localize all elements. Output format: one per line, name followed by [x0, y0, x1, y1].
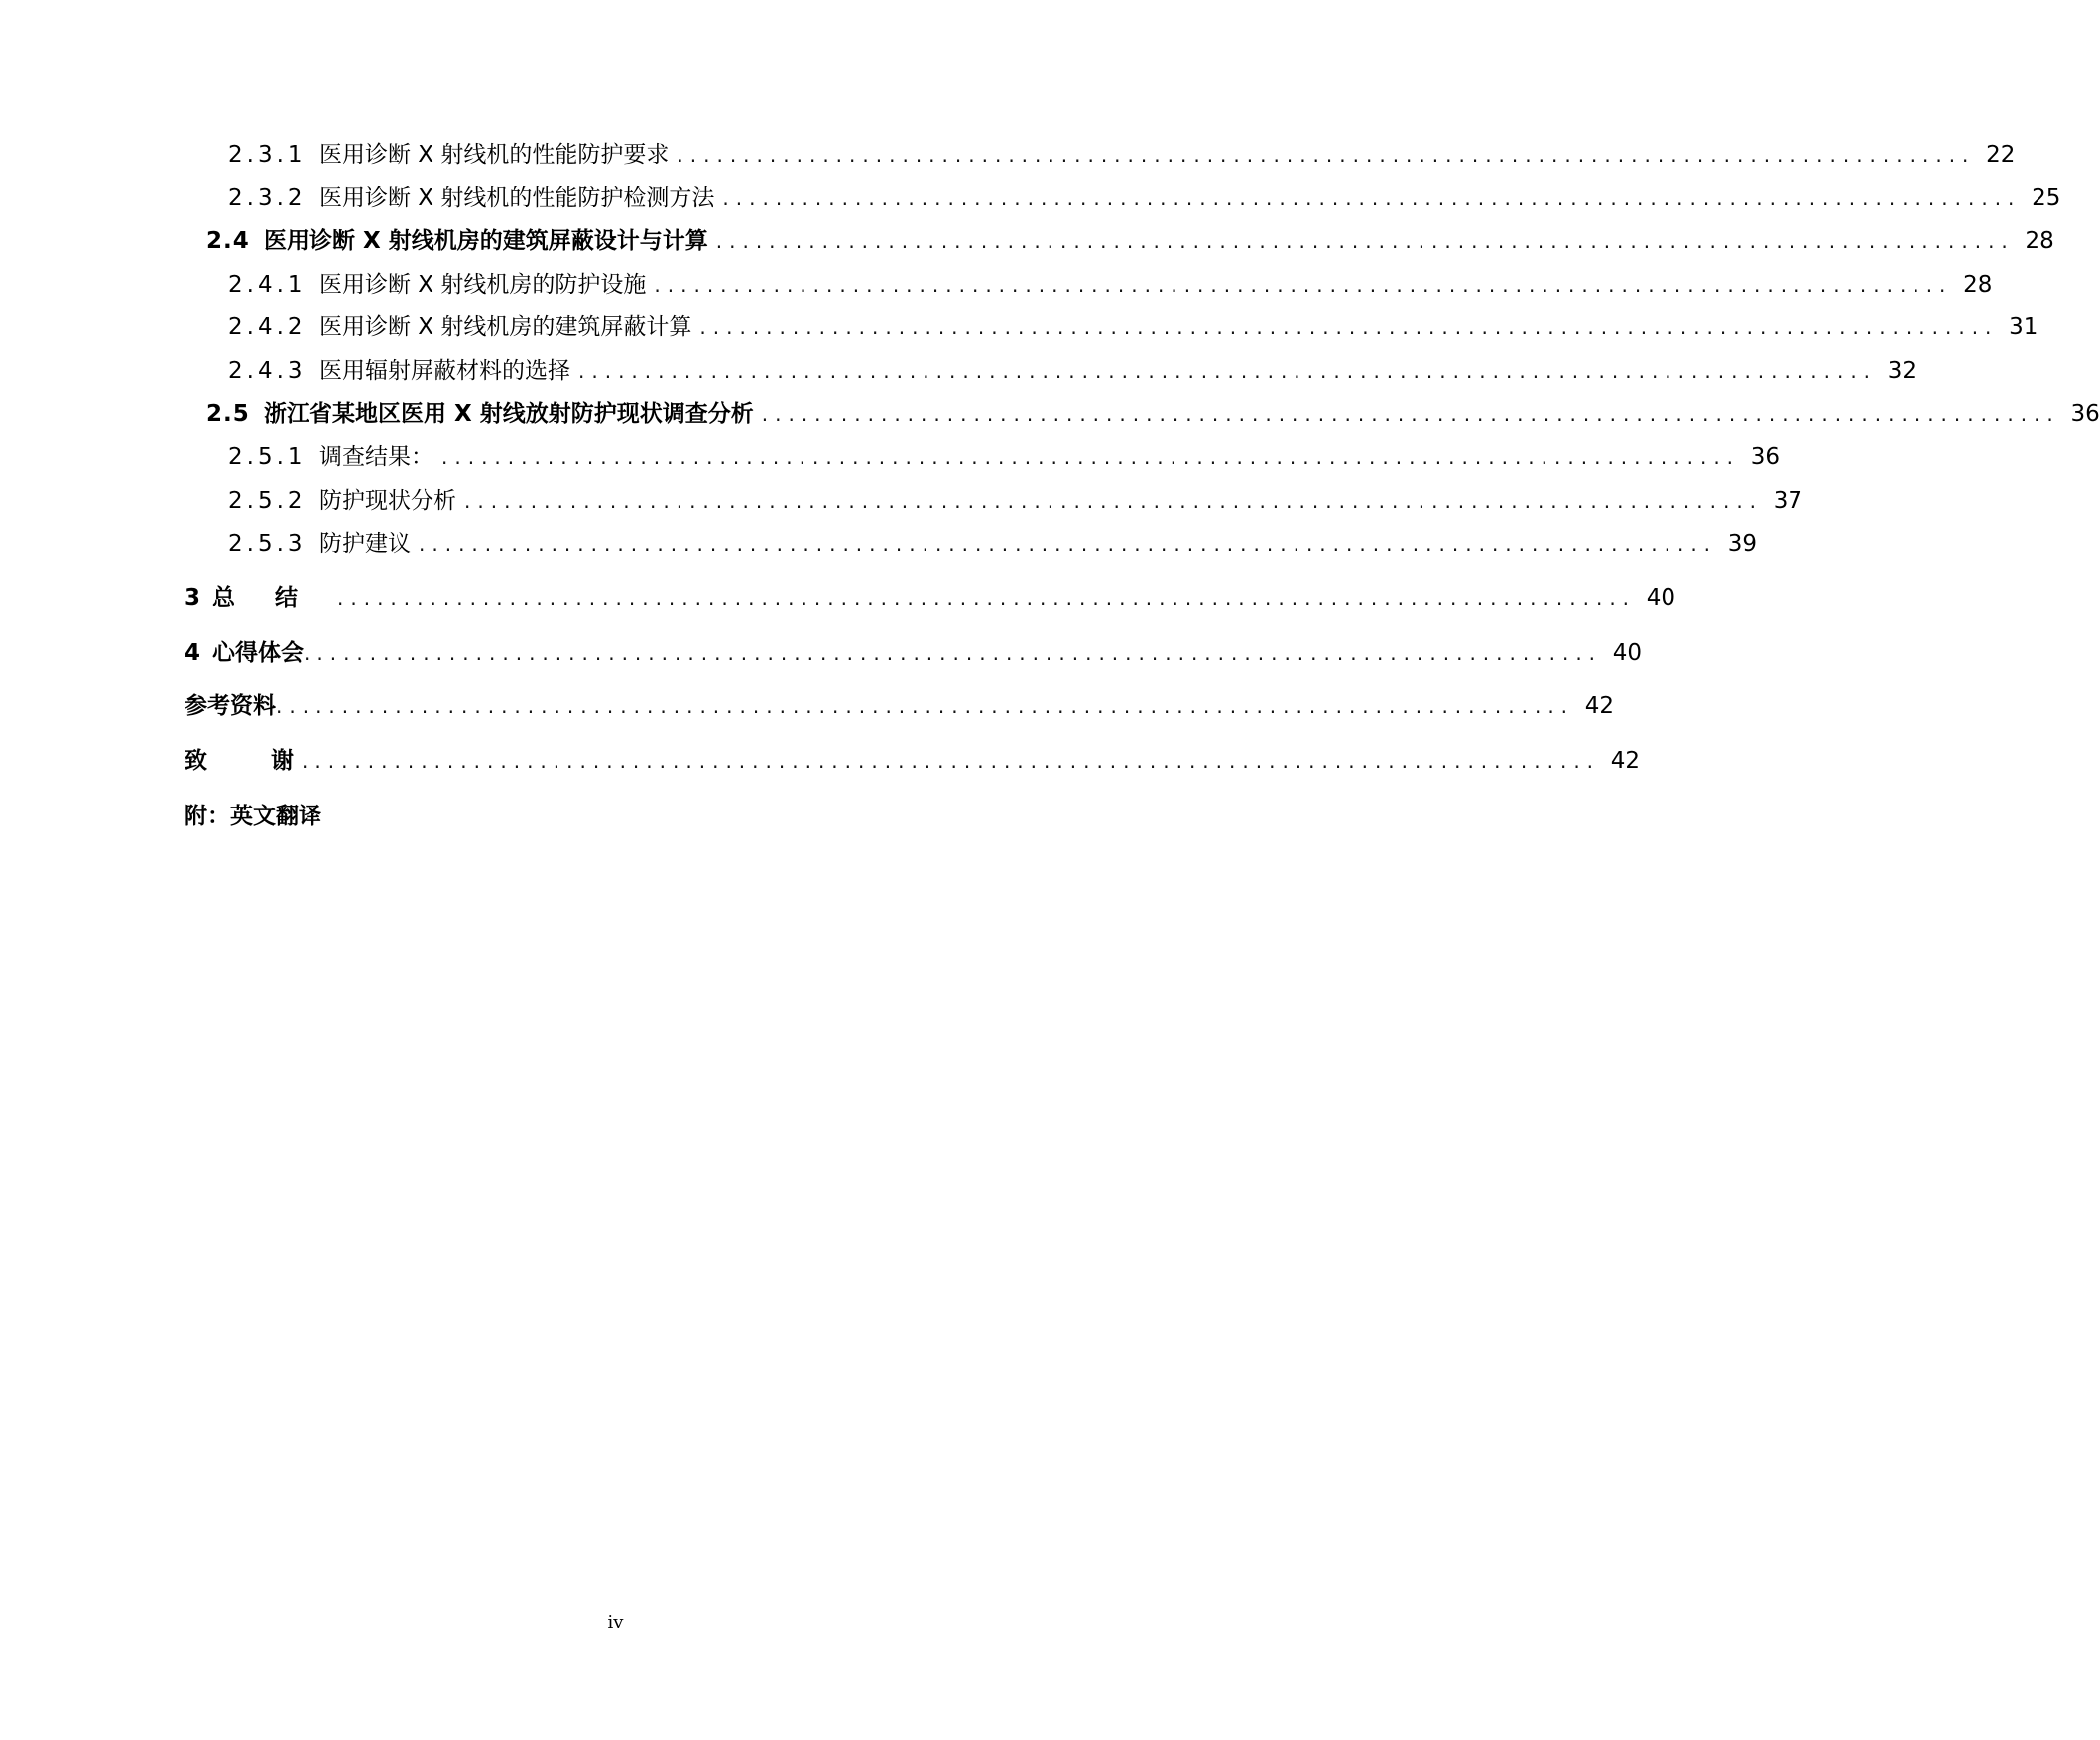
toc-title: 附：英文翻译	[185, 804, 321, 829]
dot-leader: ..................................................................................................	[337, 586, 1637, 610]
toc-page-number: 22	[1986, 142, 2016, 168]
toc-title: 医用诊断 X 射线机的性能防护要求	[319, 142, 670, 168]
toc-number: 2.4.1	[228, 272, 307, 298]
toc-entry-3-summary[interactable]	[0, 580, 1676, 616]
toc-title: 参考资料	[185, 693, 276, 719]
toc-entry-references[interactable]	[0, 688, 1615, 724]
toc-title: 心得体会	[212, 640, 304, 666]
dot-leader: ..................................................................................................	[464, 489, 1764, 513]
dot-leader: ..................................................................................................	[722, 186, 2022, 210]
toc-entry-2-5-3[interactable]	[0, 526, 1758, 561]
toc-page-number: 40	[1612, 640, 1643, 666]
dot-leader: ..................................................................................................	[441, 445, 1741, 469]
toc-title: 医用诊断 X 射线机房的防护设施	[319, 272, 647, 298]
toc-entry-2-5-1[interactable]	[0, 439, 1781, 475]
toc-number: 2.5	[206, 401, 250, 427]
toc-page-number: 31	[2009, 314, 2038, 340]
toc-number: 2.4	[206, 228, 250, 254]
toc-title: 总结	[212, 585, 337, 611]
toc-title: 医用诊断 X 射线机的性能防护检测方法	[319, 186, 715, 211]
toc-title: 致谢	[185, 748, 357, 774]
toc-entry-appendix[interactable]	[0, 799, 1231, 834]
dot-leader: ..................................................................................................	[419, 532, 1718, 556]
toc-entry-2-5[interactable]	[0, 396, 2100, 432]
toc-number: 2.4.2	[228, 314, 307, 340]
toc-entry-2-3-1[interactable]	[0, 137, 2016, 173]
toc-number: 2.5.3	[228, 531, 307, 557]
toc-page-number: 36	[1750, 444, 1781, 470]
dot-leader: ..................................................................................................	[302, 749, 1601, 773]
toc-title: 医用辐射屏蔽材料的选择	[319, 358, 570, 384]
toc-number: 4	[185, 640, 205, 666]
toc-entry-acknowledgements[interactable]	[0, 743, 1641, 779]
dot-leader: ..................................................................................................	[304, 641, 1603, 665]
toc-title: 调查结果：	[319, 444, 433, 470]
toc-entry-2-4-2[interactable]	[0, 310, 2038, 345]
toc-number: 3	[185, 585, 205, 611]
dot-leader: ..................................................................................................	[578, 359, 1878, 383]
toc-page-number: 39	[1727, 531, 1758, 557]
toc-number: 2.5.1	[228, 444, 307, 470]
dot-leader: ..................................................................................................	[677, 143, 1976, 167]
toc-page-number: 28	[2025, 228, 2054, 254]
toc-number: 2.4.3	[228, 358, 307, 384]
toc-page-number: 36	[2070, 401, 2100, 427]
toc-entry-2-4[interactable]	[0, 223, 2054, 259]
toc-page-number: 42	[1610, 748, 1641, 774]
toc-entry-2-3-2[interactable]	[0, 181, 2061, 216]
toc-entry-2-4-1[interactable]	[0, 267, 1993, 303]
toc-entry-4-reflections[interactable]	[0, 635, 1643, 671]
dot-leader: ..................................................................................................	[761, 402, 2060, 426]
toc-title: 医用诊断 X 射线机房的建筑屏蔽设计与计算	[264, 228, 708, 254]
toc-number: 2.3.1	[228, 142, 307, 168]
toc-number: 2.3.2	[228, 186, 307, 211]
dot-leader: ..................................................................................................	[699, 315, 1999, 339]
toc-title: 浙江省某地区医用 X 射线放射防护现状调查分析	[264, 401, 754, 427]
toc-entry-2-4-3[interactable]	[0, 353, 1917, 389]
toc-number: 2.5.2	[228, 488, 307, 514]
toc-page-number: 25	[2032, 186, 2061, 211]
dot-leader: ..................................................................................................	[276, 694, 1575, 718]
toc-title: 医用诊断 X 射线机房的建筑屏蔽计算	[319, 314, 692, 340]
toc-title: 防护建议	[319, 531, 411, 557]
toc-entry-2-5-2[interactable]	[0, 483, 1803, 519]
page-folio: iv	[607, 1612, 624, 1633]
toc-page-number: 42	[1584, 693, 1615, 719]
toc-page-number: 40	[1646, 585, 1676, 611]
dot-leader: ..................................................................................................	[654, 273, 1953, 297]
toc-page-number: 28	[1963, 272, 1993, 298]
dot-leader: ..................................................................................................	[715, 229, 2015, 253]
toc-page-number: 37	[1773, 488, 1803, 514]
toc-page-number: 32	[1887, 358, 1917, 384]
toc-title: 防护现状分析	[319, 488, 456, 514]
